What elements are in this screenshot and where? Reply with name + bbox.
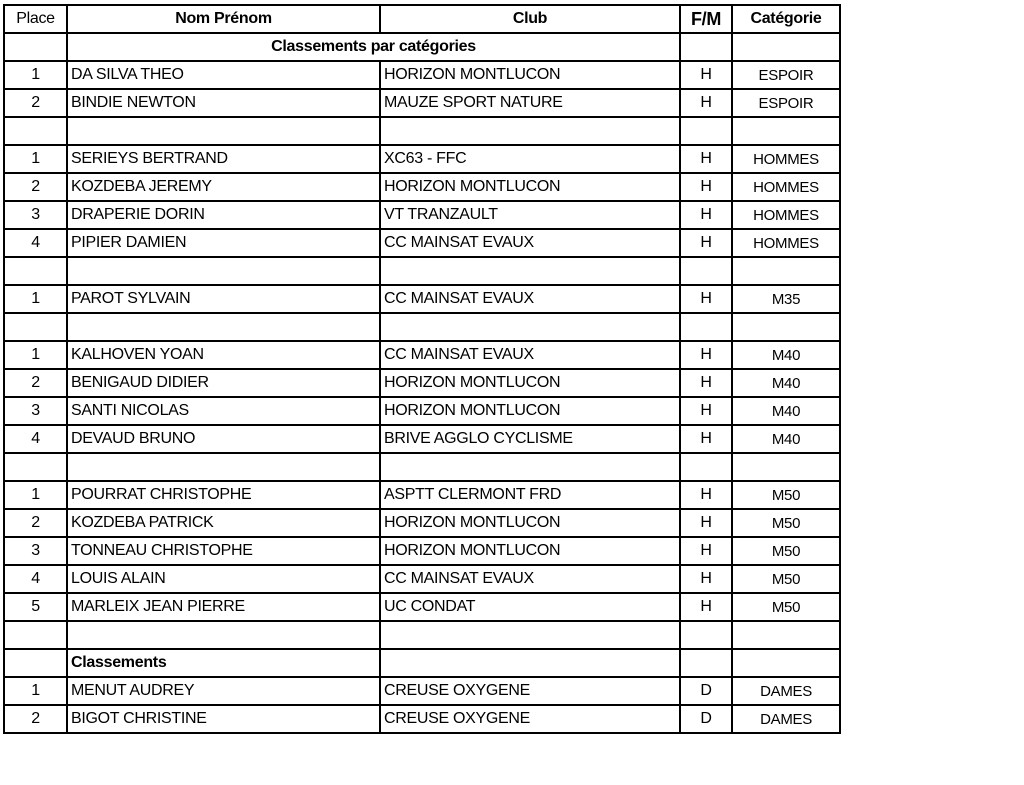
category-cell: M50 — [732, 565, 840, 593]
category-cell: M50 — [732, 537, 840, 565]
name-cell: DA SILVA THEO — [67, 61, 380, 89]
category-cell: M50 — [732, 509, 840, 537]
place-cell — [4, 313, 67, 341]
name-cell: SERIEYS BERTRAND — [67, 145, 380, 173]
name-cell — [67, 621, 380, 649]
category-cell: HOMMES — [732, 173, 840, 201]
section-row — [4, 33, 840, 61]
club-cell — [380, 621, 680, 649]
category-cell — [732, 117, 840, 145]
table-row — [4, 89, 840, 117]
name-cell: PAROT SYLVAIN — [67, 285, 380, 313]
place-cell: 1 — [4, 61, 67, 89]
name-cell: POURRAT CHRISTOPHE — [67, 481, 380, 509]
name-cell — [67, 313, 380, 341]
fm-cell: H — [680, 509, 732, 537]
place-cell: 4 — [4, 229, 67, 257]
header-place: Place — [4, 5, 67, 33]
place-cell: 2 — [4, 89, 67, 117]
spacer-row — [4, 313, 840, 341]
place-cell — [4, 453, 67, 481]
category-cell — [732, 621, 840, 649]
place-cell — [4, 117, 67, 145]
table-row — [4, 593, 840, 621]
place-cell: 1 — [4, 285, 67, 313]
header-club: Club — [380, 5, 680, 33]
fm-cell: H — [680, 593, 732, 621]
table-row — [4, 369, 840, 397]
fm-cell: D — [680, 705, 732, 733]
category-cell: HOMMES — [732, 201, 840, 229]
place-cell: 5 — [4, 593, 67, 621]
header-name: Nom Prénom — [67, 5, 380, 33]
club-cell: ASPTT CLERMONT FRD — [380, 481, 680, 509]
category-cell: DAMES — [732, 705, 840, 733]
fm-cell — [680, 117, 732, 145]
club-cell: UC CONDAT — [380, 593, 680, 621]
category-cell — [732, 649, 840, 677]
name-cell: MARLEIX JEAN PIERRE — [67, 593, 380, 621]
spacer-row — [4, 257, 840, 285]
table-row — [4, 173, 840, 201]
table-row — [4, 565, 840, 593]
fm-cell: H — [680, 341, 732, 369]
category-cell: DAMES — [732, 677, 840, 705]
name-cell: SANTI NICOLAS — [67, 397, 380, 425]
club-cell: HORIZON MONTLUCON — [380, 369, 680, 397]
table-row — [4, 397, 840, 425]
category-cell — [732, 313, 840, 341]
name-cell: DRAPERIE DORIN — [67, 201, 380, 229]
fm-cell: H — [680, 89, 732, 117]
fm-cell: H — [680, 173, 732, 201]
place-cell: 2 — [4, 173, 67, 201]
category-cell: ESPOIR — [732, 89, 840, 117]
name-cell — [67, 453, 380, 481]
place-cell: 2 — [4, 369, 67, 397]
club-cell: CC MAINSAT EVAUX — [380, 229, 680, 257]
place-cell: 3 — [4, 537, 67, 565]
name-cell: DEVAUD BRUNO — [67, 425, 380, 453]
table-body — [4, 33, 840, 733]
club-cell — [380, 453, 680, 481]
fm-cell: D — [680, 677, 732, 705]
category-cell: HOMMES — [732, 229, 840, 257]
table-row — [4, 61, 840, 89]
club-cell: HORIZON MONTLUCON — [380, 537, 680, 565]
place-cell: 3 — [4, 201, 67, 229]
category-cell: HOMMES — [732, 145, 840, 173]
fm-cell — [680, 621, 732, 649]
label-row — [4, 649, 840, 677]
name-cell: BINDIE NEWTON — [67, 89, 380, 117]
fm-cell: H — [680, 145, 732, 173]
name-cell: TONNEAU CHRISTOPHE — [67, 537, 380, 565]
club-cell: VT TRANZAULT — [380, 201, 680, 229]
name-cell — [67, 117, 380, 145]
category-cell: M40 — [732, 369, 840, 397]
category-cell: M50 — [732, 593, 840, 621]
place-cell: 4 — [4, 425, 67, 453]
name-cell: BIGOT CHRISTINE — [67, 705, 380, 733]
club-cell: HORIZON MONTLUCON — [380, 173, 680, 201]
name-cell: LOUIS ALAIN — [67, 565, 380, 593]
club-cell: CC MAINSAT EVAUX — [380, 285, 680, 313]
table-row — [4, 481, 840, 509]
club-cell: CC MAINSAT EVAUX — [380, 341, 680, 369]
fm-cell: H — [680, 285, 732, 313]
header-fm: F/M — [680, 5, 732, 33]
fm-cell — [680, 453, 732, 481]
club-cell: CC MAINSAT EVAUX — [380, 565, 680, 593]
fm-cell — [680, 33, 732, 61]
header-category: Catégorie — [732, 5, 840, 33]
fm-cell: H — [680, 565, 732, 593]
fm-cell — [680, 313, 732, 341]
fm-cell — [680, 257, 732, 285]
fm-cell: H — [680, 481, 732, 509]
club-cell: XC63 - FFC — [380, 145, 680, 173]
name-cell: PIPIER DAMIEN — [67, 229, 380, 257]
fm-cell — [680, 649, 732, 677]
club-cell: BRIVE AGGLO CYCLISME — [380, 425, 680, 453]
name-cell — [67, 257, 380, 285]
place-cell: 1 — [4, 677, 67, 705]
place-cell — [4, 621, 67, 649]
place-cell: 1 — [4, 341, 67, 369]
place-cell: 1 — [4, 145, 67, 173]
table-row — [4, 145, 840, 173]
header-row — [4, 5, 840, 33]
club-cell — [380, 313, 680, 341]
table-row — [4, 341, 840, 369]
spacer-row — [4, 621, 840, 649]
category-cell: M40 — [732, 397, 840, 425]
category-cell — [732, 33, 840, 61]
fm-cell: H — [680, 397, 732, 425]
club-cell: CREUSE OXYGENE — [380, 705, 680, 733]
table-row — [4, 537, 840, 565]
category-cell: M35 — [732, 285, 840, 313]
club-cell — [380, 117, 680, 145]
club-cell — [380, 649, 680, 677]
club-cell: HORIZON MONTLUCON — [380, 397, 680, 425]
place-cell: 2 — [4, 705, 67, 733]
place-cell: 3 — [4, 397, 67, 425]
name-cell: MENUT AUDREY — [67, 677, 380, 705]
fm-cell: H — [680, 369, 732, 397]
spacer-row — [4, 453, 840, 481]
category-cell: ESPOIR — [732, 61, 840, 89]
category-cell: M50 — [732, 481, 840, 509]
category-cell: M40 — [732, 341, 840, 369]
results-table — [3, 4, 841, 734]
place-cell — [4, 649, 67, 677]
place-cell: 4 — [4, 565, 67, 593]
club-cell: HORIZON MONTLUCON — [380, 61, 680, 89]
category-cell — [732, 257, 840, 285]
fm-cell: H — [680, 537, 732, 565]
table-row — [4, 201, 840, 229]
place-cell: 2 — [4, 509, 67, 537]
club-cell — [380, 257, 680, 285]
table-row — [4, 285, 840, 313]
fm-cell: H — [680, 61, 732, 89]
table-row — [4, 229, 840, 257]
name-cell: KALHOVEN YOAN — [67, 341, 380, 369]
fm-cell: H — [680, 201, 732, 229]
table-row — [4, 677, 840, 705]
place-cell — [4, 257, 67, 285]
club-cell: CREUSE OXYGENE — [380, 677, 680, 705]
table-row — [4, 509, 840, 537]
fm-cell: H — [680, 425, 732, 453]
club-cell: HORIZON MONTLUCON — [380, 509, 680, 537]
table-row — [4, 425, 840, 453]
fm-cell: H — [680, 229, 732, 257]
group-label: Classements — [67, 649, 380, 677]
section-title: Classements par catégories — [67, 33, 680, 61]
place-cell — [4, 33, 67, 61]
name-cell: KOZDEBA JEREMY — [67, 173, 380, 201]
spacer-row — [4, 117, 840, 145]
club-cell: MAUZE SPORT NATURE — [380, 89, 680, 117]
table-row — [4, 705, 840, 733]
category-cell — [732, 453, 840, 481]
place-cell: 1 — [4, 481, 67, 509]
name-cell: BENIGAUD DIDIER — [67, 369, 380, 397]
category-cell: M40 — [732, 425, 840, 453]
name-cell: KOZDEBA PATRICK — [67, 509, 380, 537]
